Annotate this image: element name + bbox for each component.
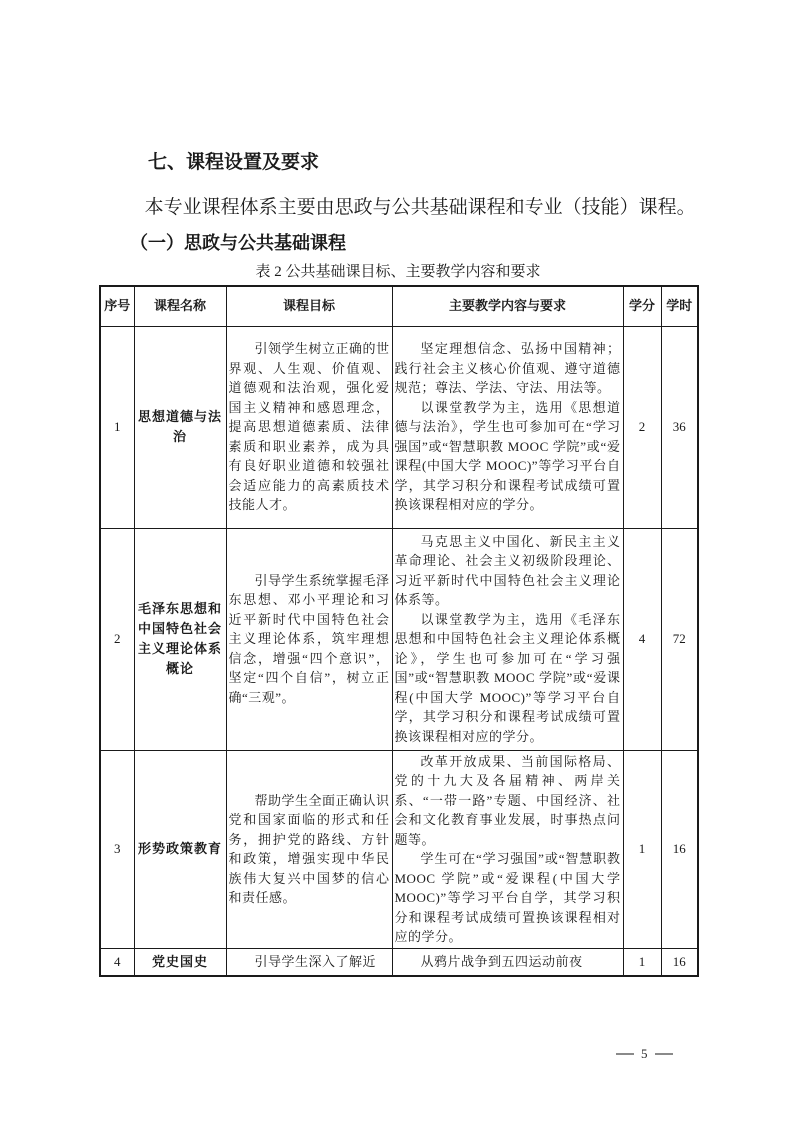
hours-cell: 36 — [661, 326, 698, 528]
table-row — [100, 326, 698, 528]
page-number: 5 — [641, 1046, 648, 1061]
course-name-cell: 毛泽东思想和中国特色社会主义理论体系概论 — [134, 528, 226, 750]
row-number-cell: 4 — [100, 948, 134, 976]
objective-paragraph: 引领学生树立正确的世界观、人生观、价值观、道德观和法治观，强化爱国主义精神和感恩理念，提高思想道德素质、法律素质和职业素养，成为具有良好职业道德和较强社会适应能力的高素质技术技能人才。 — [228, 341, 390, 513]
credits-cell: 1 — [623, 750, 661, 948]
hours-cell: 72 — [661, 528, 698, 750]
intro-paragraph: 本专业课程体系主要由思政与公共基础课程和专业（技能）课程。 — [144, 197, 696, 218]
page-number-dash-right — [655, 1053, 673, 1055]
content-paragraph: 马克思主义中国化、新民主主义革命理论、社会主义初级阶段理论、习近平新时代中国特色社会主义理论体系等。 — [394, 533, 621, 608]
course-objective-cell — [226, 750, 392, 948]
course-objective-cell — [226, 948, 392, 976]
hours-cell: 16 — [661, 948, 698, 976]
course-objective-cell — [226, 326, 392, 528]
document-body — [99, 150, 697, 977]
header-cell-credits: 学分 — [623, 286, 661, 326]
objective-paragraph: 引导学生系统掌握毛泽东思想、邓小平理论和习近平新时代中国特色社会主义理论体系，筑牢理想信念，增强“四个意识”，坚定“四个自信”，树立正确“三观”。 — [228, 572, 390, 705]
page-number-dash-left — [616, 1053, 634, 1055]
credits-cell: 1 — [623, 948, 661, 976]
section-subheading: （一）思政与公共基础课程 — [130, 233, 346, 253]
course-name-cell: 思想道德与法治 — [134, 326, 226, 528]
courses-table — [99, 285, 699, 977]
table-row — [100, 750, 698, 948]
header-cell-content: 主要教学内容与要求 — [392, 286, 623, 326]
content-paragraph: 学生可在“学习强国”或“智慧职教 MOOC 学院”或“爱课程(中国大学 MOOC)”等学习平台自学，其学习积分和课程考试成绩可置换该课程相对应的学分。 — [394, 851, 621, 944]
objective-paragraph: 帮助学生全面正确认识党和国家面临的形式和任务，拥护党的路线、方针和政策，增强实现中华民族伟大复兴中国梦的信心和责任感。 — [228, 792, 390, 905]
hours-cell: 16 — [661, 750, 698, 948]
credits-cell: 2 — [623, 326, 661, 528]
content-paragraph: 从鸦片战争到五四运动前夜 — [420, 954, 583, 969]
page-footer — [616, 1046, 673, 1062]
content-paragraph: 以课堂教学为主，选用《思想道德与法治》，学生也可参加可在“学习强国”或“智慧职教 MOOC 学院”或“爱课程(中国大学 MOOC)”等学习平台自学，其学习积分和课程考试成绩可置换该课程相对应的学分。 — [394, 399, 621, 513]
header-cell-objective: 课程目标 — [226, 286, 392, 326]
header-cell-no: 序号 — [100, 286, 134, 326]
row-number-cell: 3 — [100, 750, 134, 948]
content-paragraph: 改革开放成果、当前国际格局、党的十九大及各届精神、两岸关系、“一带一路”专题、中国经济、社会和文化教育事业发展，时事热点问题等。 — [394, 753, 621, 847]
course-content-cell — [392, 326, 623, 528]
content-paragraph: 以课堂教学为主，选用《毛泽东思想和中国特色社会主义理论体系概论》，学生也可参加可在“学习强国”或“智慧职教 MOOC 学院”或“爱课程(中国大学 MOOC)”等学习平台自学，其学习积分和课程考试成绩可置换该课程相对应的学分。 — [394, 611, 621, 744]
row-number-cell: 2 — [100, 528, 134, 750]
header-cell-course-name: 课程名称 — [134, 286, 226, 326]
course-table-body — [100, 326, 698, 976]
course-objective-cell — [226, 528, 392, 750]
header-cell-hours: 学时 — [661, 286, 698, 326]
course-content-cell — [392, 948, 623, 976]
table-caption: 表 2 公共基础课目标、主要教学内容和要求 — [255, 264, 541, 280]
row-number-cell: 1 — [100, 326, 134, 528]
table-row — [100, 948, 698, 976]
credits-cell: 4 — [623, 528, 661, 750]
table-row — [100, 528, 698, 750]
content-paragraph: 坚定理想信念、弘扬中国精神；践行社会主义核心价值观、遵守道德规范；尊法、学法、守法、用法等。 — [394, 341, 621, 396]
objective-paragraph: 引导学生深入了解近 — [254, 954, 377, 969]
page-title: 七、课程设置及要求 — [148, 152, 320, 173]
course-name-cell: 形势政策教育 — [134, 750, 226, 948]
table-header-row — [100, 286, 698, 326]
course-content-cell — [392, 750, 623, 948]
course-name-cell: 党史国史 — [134, 948, 226, 976]
course-content-cell — [392, 528, 623, 750]
